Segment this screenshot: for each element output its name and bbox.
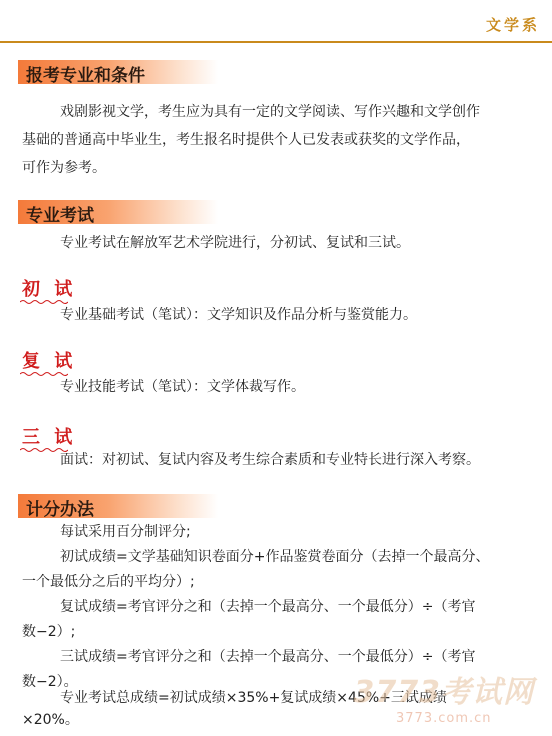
- scoring-line-2: 初试成绩=文学基础知识卷面分+作品鉴赏卷面分（去掉一个最高分、: [60, 549, 490, 565]
- scoring-line-7: 数−2）。: [22, 674, 78, 690]
- header-rule: [0, 41, 552, 43]
- department-label: 文学系: [485, 16, 540, 34]
- scoring-line-1: 每试采用百分制评分;: [60, 524, 191, 540]
- watermark-logo: 3773考试网: [353, 675, 534, 710]
- sub-heading-second: 复 试: [22, 351, 77, 372]
- section-title-scoring: 计分办法: [26, 500, 94, 520]
- requirements-line-3: 可作为参考。: [22, 160, 106, 176]
- section-bar-exam: [18, 200, 218, 224]
- watermark-url: 3773.com.cn: [396, 711, 492, 726]
- sub-heading-third: 三 试: [22, 427, 77, 448]
- second-text: 专业技能考试（笔试）：文学体裁写作。: [60, 379, 305, 395]
- requirements-line-2: 基础的普通高中毕业生，考生报名时提供个人已发表或获奖的文学作品，: [22, 132, 470, 148]
- watermark: [354, 667, 535, 726]
- scoring-line-5: 数−2）;: [22, 624, 76, 640]
- scoring-line-9: ×20%。: [22, 712, 79, 728]
- section-title-requirements: 报考专业和条件: [26, 66, 145, 86]
- section-bar-scoring: [18, 494, 218, 518]
- requirements-line-1: 戏剧影视文学，考生应为具有一定的文学阅读、写作兴趣和文学创作: [60, 104, 480, 120]
- third-text: 面试：对初试、复试内容及考生综合素质和专业特长进行深入考察。: [60, 452, 480, 468]
- first-text: 专业基础考试（笔试）：文学知识及作品分析与鉴赏能力。: [60, 307, 417, 323]
- scoring-line-4: 复试成绩=考官评分之和（去掉一个最高分、一个最低分）÷（考官: [60, 599, 476, 615]
- scoring-line-3: 一个最低分之后的平均分）;: [22, 574, 195, 590]
- section-bar-requirements: [18, 60, 218, 84]
- scoring-line-8: 专业考试总成绩=初试成绩×35%+复试成绩×45%+三试成绩: [60, 690, 447, 706]
- section-title-exam: 专业考试: [26, 206, 94, 226]
- scoring-line-6: 三试成绩=考官评分之和（去掉一个最高分、一个最低分）÷（考官: [60, 649, 476, 665]
- exam-text: 专业考试在解放军艺术学院进行，分初试、复试和三试。: [60, 235, 410, 251]
- sub-heading-first: 初 试: [22, 279, 77, 300]
